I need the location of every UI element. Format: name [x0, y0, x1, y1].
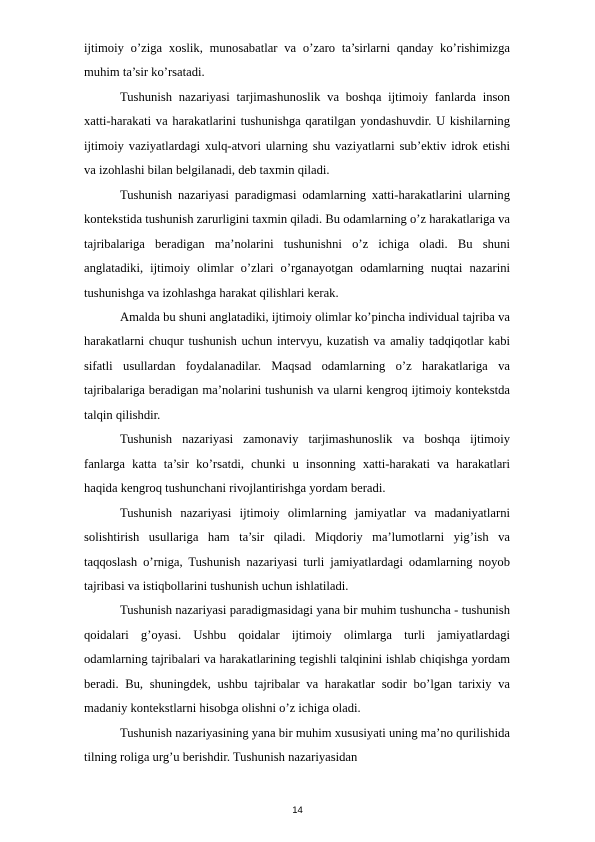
paragraph-4: Amalda bu shuni anglatadiki, ijtimoiy olimlar ko’pincha individual tajriba va harakatlarni chuqur tushunish uchun intervyu, kuzatish va amaliy tadqiqotlar kabi sifatli usullardan foydalanadilar. Maqsad odamlarning o’z harakatlariga va tajribalariga beradigan ma’nolarini tushunish va ularni kengroq ijtimoiy kontekstda talqin qilishdir. — [84, 309, 510, 422]
paragraph-5: Tushunish nazariyasi zamonaviy tarjimashunoslik va boshqa ijtimoiy fanlarga katta ta’sir ko’rsatdi, chunki u insonning xatti-harakati va harakatlari haqida kengroq tushunchani rivojlantirishga yordam beradi. — [84, 432, 510, 496]
paragraph-7: Tushunish nazariyasi paradigmasidagi yana bir muhim tushuncha - tushunish qoidalari g’oyasi. Ushbu qoidalar ijtimoiy olimlarga turli jamiyatlardagi odamlarning tajribalari va harakatlarining tegishli talqinini ishlab chiqishga yordam beradi. Bu, shuningdek, ushbu tajribalar va harakatlar sodir bo’lgan tarixiy va madaniy kontekstlarni hisobga olishni o’z ichiga oladi. — [84, 603, 510, 716]
page-number: 14 — [292, 805, 303, 816]
paragraph-3: Tushunish nazariyasi paradigmasi odamlarning xatti-harakatlarini ularning kontekstida tushunish zarurligini taxmin qiladi. Bu odamlarning o’z harakatlariga va tajribalariga beradigan ma’nolarini tushunishni o’z ichiga oladi. Bu shuni anglatadiki, ijtimoiy olimlar o’zlari o’rganayotgan odamlarning nuqtai nazarini tushunishga va izohlashga harakat qilishlari kerak. — [84, 187, 510, 300]
paragraph-1: ijtimoiy o’ziga xoslik, munosabatlar va o’zaro ta’sirlarni qanday ko’rishimizga muhim ta’sir ko’rsatadi. — [84, 41, 510, 80]
paragraph-8: Tushunish nazariyasining yana bir muhim xususiyati uning ma’no qurilishida tilning roliga urg’u berishdir. Tushunish nazariyasidan — [84, 725, 510, 765]
paragraph-2: Tushunish nazariyasi tarjimashunoslik va boshqa ijtimoiy fanlarda inson xatti-harakati va harakatlarini tushunishga qaratilgan yondashuvdir. U kishilarning ijtimoiy vaziyatlardagi xulq-atvori ularning shu vaziyatlarni sub’ektiv idrok etishi va izohlashi bilan belgilanadi, deb taxmin qiladi. — [84, 89, 510, 178]
paragraph-6: Tushunish nazariyasi ijtimoiy olimlarning jamiyatlar va madaniyatlarni solishtirish usullariga ham ta’sir qiladi. Miqdoriy ma’lumotlarni yig’ish va taqqoslash o’rniga, Tushunish nazariyasi turli jamiyatlardagi odamlarning noyob tajribasi va istiqbollarini tushunish uchun ishlatiladi. — [84, 505, 510, 593]
document-body — [84, 36, 510, 770]
